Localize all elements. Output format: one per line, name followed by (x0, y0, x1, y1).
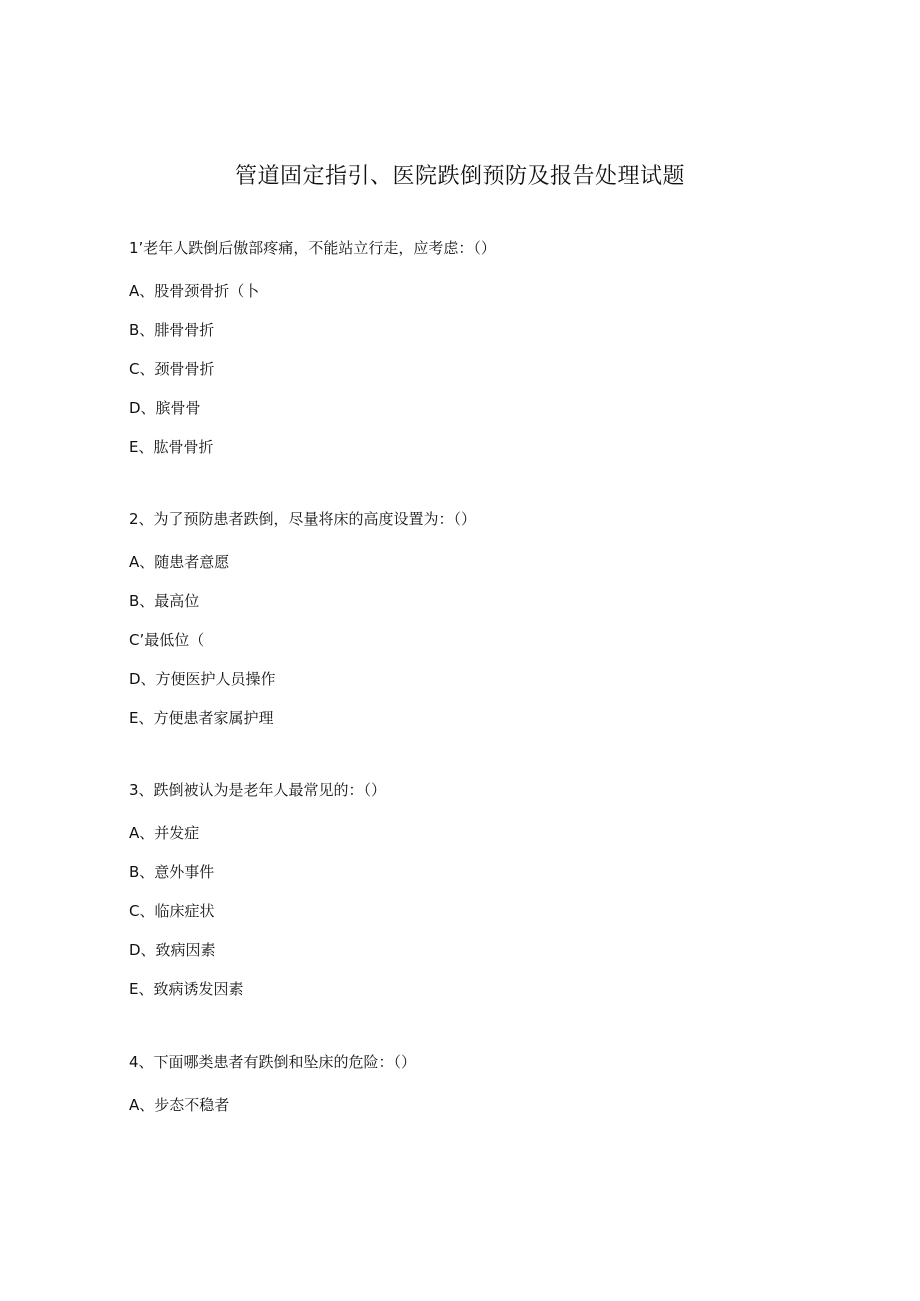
question-3-option-a: A、并发症 (129, 824, 200, 842)
question-2-option-d: D、方便医护人员操作 (129, 670, 276, 688)
question-3-option-b: B、意外事件 (129, 863, 215, 881)
question-4-option-a: A、步态不稳者 (129, 1096, 230, 1114)
question-3-stem: 3、跌倒被认为是老年人最常见的：（） (129, 781, 387, 799)
question-1-option-a: A、股骨颈骨折（卜 (129, 282, 260, 300)
question-2-option-c: C’最低位（ (129, 631, 205, 649)
question-3-option-d: D、致病因素 (129, 941, 216, 959)
question-2-option-a: A、随患者意愿 (129, 553, 230, 571)
question-1-option-d: D、膑骨骨 (129, 399, 201, 417)
document-title: 管道固定指引、医院跌倒预防及报告处理试题 (234, 164, 685, 189)
question-1-stem: 1’老年人跌倒后傲部疼痛，不能站立行走，应考虑：（） (129, 239, 496, 257)
question-4-stem: 4、下面哪类患者有跌倒和坠床的危险：（） (129, 1053, 417, 1071)
question-2-stem: 2、为了预防患者跌倒，尽量将床的高度设置为：（） (129, 510, 477, 528)
question-3-option-c: C、临床症状 (129, 902, 215, 920)
question-1-option-e: E、肱骨骨折 (129, 438, 214, 456)
question-3-option-e: E、致病诱发因素 (129, 980, 244, 998)
question-2-option-b: B、最高位 (129, 592, 200, 610)
question-1-option-b: B、腓骨骨折 (129, 321, 215, 339)
question-2-option-e: E、方便患者家属护理 (129, 709, 274, 727)
question-1-option-c: C、颈骨骨折 (129, 360, 215, 378)
